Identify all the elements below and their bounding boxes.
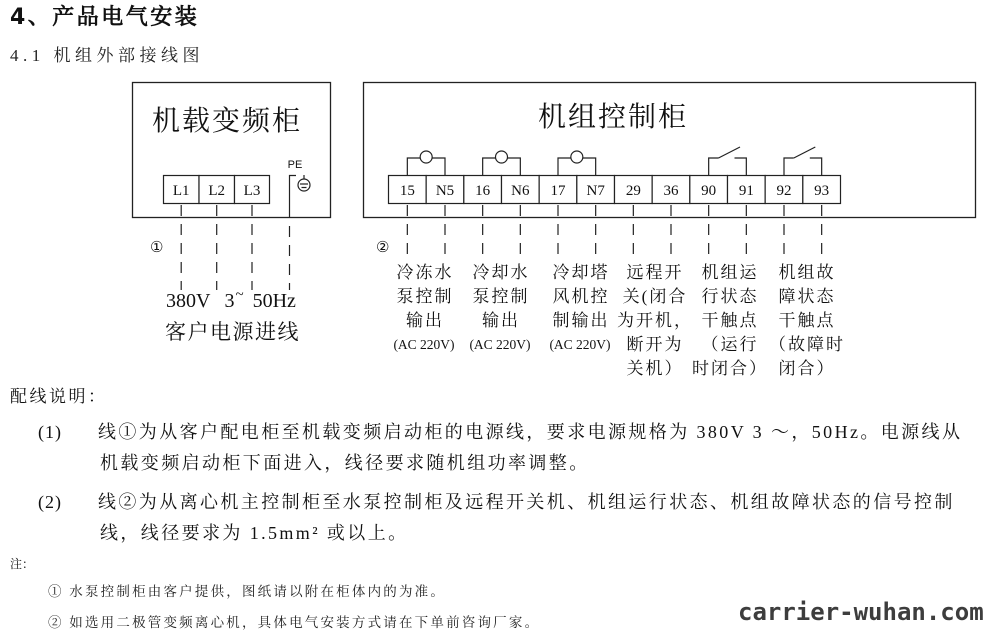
- terminal-label-n7: N7: [586, 183, 605, 199]
- output-label-line: 时闭合）: [692, 359, 768, 378]
- output-label-line: 关(闭合: [622, 287, 688, 306]
- terminal-label-l1: L1: [172, 183, 190, 199]
- ground-icon: [290, 175, 311, 207]
- supply-voltage: 380V: [166, 290, 211, 312]
- section-heading: 4、产品电气安装: [10, 5, 200, 30]
- wiring-note-1-line-1: 线①为从客户配电柜至机载变频启动柜的电源线，要求电源规格为 380V 3 ～，50Hz。电源线从: [98, 422, 963, 442]
- supply-ac-symbol: ~: [235, 287, 244, 303]
- terminal-label-16: 16: [475, 183, 491, 199]
- terminal-label-92: 92: [776, 183, 792, 199]
- wiring-note-2-number: (2): [38, 492, 62, 512]
- output-label-line: 泵控制: [472, 287, 530, 306]
- output-label-line: 为开机，: [617, 311, 693, 330]
- output-label-line: 关机）: [626, 359, 684, 378]
- terminal-label-l3: L3: [243, 183, 261, 199]
- output-label-line: 干触点: [701, 311, 759, 330]
- relay-coil-icon: [483, 151, 521, 176]
- section-subheading: 4.1 机组外部接线图: [10, 46, 204, 65]
- output-label-cooling-water-pump: [454, 261, 546, 357]
- output-label-line: 远程开: [626, 263, 684, 282]
- power-supply-caption: 客户电源进线: [165, 320, 300, 344]
- dry-contact-switch-icon: [784, 147, 822, 176]
- wiring-note-1-number: (1): [38, 422, 62, 442]
- terminal-label-n5: N5: [435, 183, 455, 199]
- remarks-title: 注：: [10, 557, 35, 571]
- terminal-label-91: 91: [738, 183, 754, 199]
- output-label-line: 输出: [406, 311, 444, 330]
- output-label-line: 冷却塔: [552, 263, 610, 282]
- output-label-line: 断开为: [626, 335, 684, 354]
- line-marker-2: ②: [376, 240, 390, 256]
- relay-coil-icon: [407, 151, 445, 176]
- output-label-voltage: (AC 220V): [469, 337, 531, 352]
- output-label-line: （运行: [701, 335, 759, 354]
- dry-contact-switch-icon: [709, 147, 747, 176]
- output-label-line: 机组运: [701, 263, 759, 282]
- output-label-line: 障状态: [778, 287, 836, 306]
- output-label-line: 泵控制: [396, 287, 454, 306]
- output-label-line: 冷却水: [472, 263, 530, 282]
- supply-frequency: 50Hz: [252, 290, 296, 312]
- supply-phase: 3: [224, 290, 235, 312]
- wiring-note-2-line-1: 线②为从离心机主控制柜至水泵控制柜及远程开关机、机组运行状态、机组故障状态的信号控制: [98, 492, 955, 512]
- pe-label: PE: [287, 159, 303, 171]
- output-label-line: 干触点: [778, 311, 836, 330]
- wiring-note-2-line-2: 线，线径要求为 1.5mm² 或以上。: [100, 523, 409, 543]
- terminal-label-l2: L2: [208, 183, 226, 199]
- wire-line-2: [407, 205, 821, 259]
- site-watermark: carrier-wuhan.com: [738, 598, 984, 626]
- output-label-voltage: (AC 220V): [393, 337, 455, 352]
- line-marker-1: ①: [150, 240, 164, 256]
- wiring-note-1-line-2: 机载变频启动柜下面进入，线径要求随机组功率调整。: [100, 453, 590, 473]
- output-label-line: 风机控: [552, 287, 610, 306]
- power-supply-spec: [166, 288, 296, 316]
- remark-2: ② 如选用二极管变频离心机，具体电气安装方式请在下单前咨询厂家。: [48, 615, 541, 630]
- remark-1: ① 水泵控制柜由客户提供，图纸请以附在柜体内的为准。: [48, 584, 447, 599]
- terminal-label-15: 15: [399, 183, 415, 199]
- terminal-label-90: 90: [701, 183, 717, 199]
- relay-coil-icon: [558, 151, 596, 176]
- output-label-line: 输出: [482, 311, 520, 330]
- control-cabinet-title: 机组控制柜: [538, 102, 689, 133]
- terminal-label-36: 36: [663, 183, 679, 199]
- terminal-label-17: 17: [550, 183, 566, 199]
- terminal-label-29: 29: [625, 183, 641, 199]
- output-label-line: 制输出: [552, 311, 610, 330]
- output-label-line: 行状态: [701, 287, 759, 306]
- output-label-line: 冷冻水: [396, 263, 454, 282]
- output-label-line: 机组故: [778, 263, 836, 282]
- output-label-voltage: (AC 220V): [549, 337, 611, 352]
- wiring-notes-title: 配线说明：: [10, 387, 108, 406]
- vfd-cabinet-title: 机载变频柜: [152, 106, 303, 137]
- output-label-line: （故障时: [769, 335, 845, 354]
- output-label-fault-status: [760, 261, 852, 381]
- terminal-label-n6: N6: [511, 183, 530, 199]
- output-label-line: 闭合）: [778, 359, 836, 378]
- terminal-label-93: 93: [814, 183, 830, 199]
